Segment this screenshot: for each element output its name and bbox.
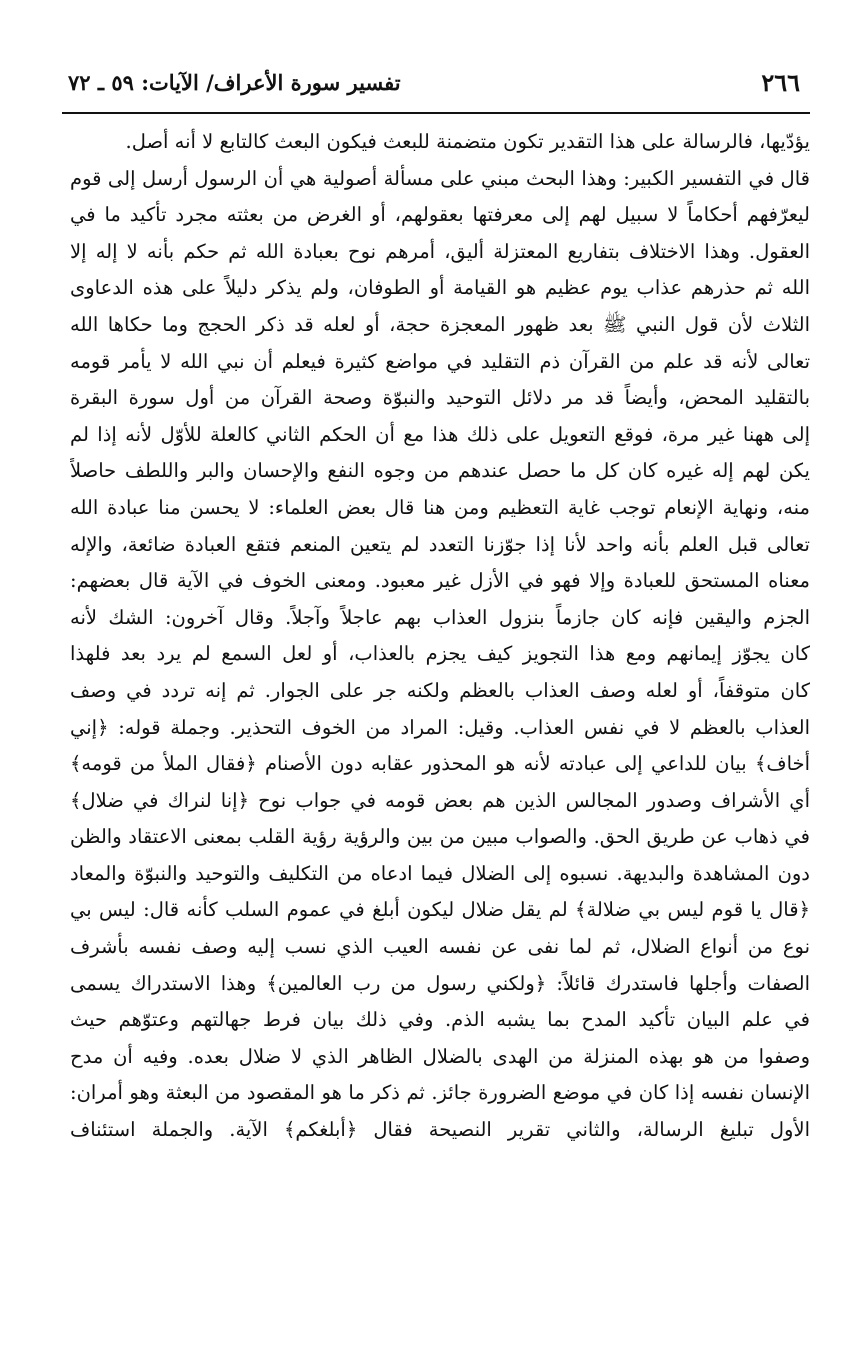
- text-line: قال في التفسير الكبير: وهذا البحث مبني على مسألة أصولية هي أن الرسول أرسل إلى قوم: [70, 166, 810, 190]
- text-line: منه، ونهاية الإنعام توجب غاية التعظيم ومن هنا قال بعض العلماء: لا يحسن منا عبادة الله: [70, 495, 810, 519]
- body-text: [70, 124, 810, 1149]
- text-line: أخاف﴾ بيان للداعي إلى عبادته لأنه هو المحذور عقابه دون الأصنام ﴿فقال الملأ من قومه﴾: [70, 752, 810, 776]
- text-line: الإنسان نفسه إذا كان في موضع الضرورة جائز. ثم ذكر ما هو المقصود من البعثة وهو أمران:: [70, 1081, 810, 1105]
- text-line: الله ثم حذرهم عذاب يوم عظيم هو القيامة أو الطوفان، ولم يذكر دليلاً على هذه الدعاوى: [70, 276, 810, 300]
- text-line: في ذهاب عن طريق الحق. والصواب مبين من بين والرؤية رؤية القلب بمعنى الاعتقاد والظن: [70, 825, 810, 849]
- text-line: كان متوقفاً، أو لعله وصف العذاب بالعظم ولكنه جر على الجوار. ثم إنه تردد في وصف: [70, 678, 810, 702]
- text-line: بالتقليد المحض، وأيضاً قد مر دلائل التوحيد والنبوّة وصحة القرآن من أول سورة البقرة: [70, 386, 810, 410]
- text-line: معناه المستحق للعبادة وإلا فهو في الأزل غير معبود. ومعنى الخوف في الآية قال بعضهم:: [70, 569, 810, 593]
- page-header: [68, 64, 800, 104]
- text-line: تعالى قبل العلم بأنه واحد لأنا إذا جوّزنا التعدد لم يتعين المنعم فتقع العبادة ضائعة، والإله: [70, 532, 810, 556]
- text-line: ﴿قال يا قوم ليس بي ضلالة﴾ لم يقل ضلال ليكون أبلغ في عموم السلب كأنه قال: ليس بي: [70, 898, 810, 922]
- text-line: نوع من أنواع الضلال، ثم لما نفى عن نفسه العيب الذي نسب إليه وصف نفسه بأشرف: [70, 935, 810, 959]
- text-line: الصفات وأجلها فاستدرك قائلاً: ﴿ولكني رسول من رب العالمين﴾ وهذا الاستدراك يسمى: [70, 971, 810, 995]
- text-line: في علم البيان تأكيد المدح بما يشبه الذم. وفي ذلك بيان فرط جهالتهم وعتوّهم حيث: [70, 1008, 810, 1032]
- text-line: العقول. وهذا الاختلاف بتفاريع المعتزلة أليق، أمرهم نوح بعبادة الله ثم حكم بأنه لا إله إلا: [70, 239, 810, 263]
- text-line: يكن لهم إله غيره كان كل ما حصل عندهم من وجوه النفع والإحسان والبر واللطف حاصلاً: [70, 459, 810, 483]
- text-line: الثلاث لأن قول النبي ﷺ بعد ظهور المعجزة حجة، أو لعله قد ذكر الحجج وما حكاها الله: [70, 312, 810, 336]
- running-title: تفسير سورة الأعراف/ الآيات: ٥٩ ـ ٧٢: [68, 70, 401, 95]
- text-line: كان يجوّز إيمانهم ومع هذا التجويز كيف يجزم بالعذاب، أو لعل السمع لم يرد بعد فلهذا: [70, 642, 810, 666]
- text-line: ليعرّفهم أحكاماً لا سبيل لهم إلى معرفتها بعقولهم، أو الغرض من بعثته مجرد تأكيد ما في: [70, 203, 810, 227]
- header-rule: [62, 112, 810, 114]
- text-line: تعالى لأنه قد علم من القرآن ذم التقليد في مواضع كثيرة فيعلم أن نبي الله لا يأمر قومه: [70, 349, 810, 373]
- text-line: يؤدّيها، فالرسالة على هذا التقدير تكون متضمنة للبعث فيكون البعث كالتابع لا أنه أصل.: [125, 130, 810, 153]
- text-line: الأول تبليغ الرسالة، والثاني تقرير النصيحة فقال ﴿أبلغكم﴾ الآية. والجملة استئناف: [70, 1118, 810, 1142]
- text-line: الجزم واليقين فإنه كان جازماً بنزول العذاب بهم عاجلاً وآجلاً. وقال آخرون: الشك لأنه: [70, 605, 810, 629]
- text-line: أي الأشراف وصدور المجالس الذين هم بعض قومه في جواب نوح ﴿إنا لنراك في ضلال﴾: [70, 788, 810, 812]
- text-line: وصفوا من هو بهذه المنزلة من الهدى بالضلال الظاهر الذي لا ضلال بعده. وفيه أن مدح: [70, 1044, 810, 1068]
- text-line: دون المشاهدة والبديهة. نسبوه إلى الضلال فيما ادعاه من التكليف والتوحيد والنبوّة والمعاد: [70, 861, 810, 885]
- text-line: إلى ههنا غير مرة، فوقع التعويل على ذلك هذا مع أن الحكم الثاني كالعلة للأوّل لأنه إذا لم: [70, 422, 810, 446]
- text-line: العذاب بالعظم لا في نفس العذاب. وقيل: المراد من الخوف التحذير. وجملة قوله: ﴿إني: [70, 715, 810, 739]
- page-number: ٢٦٦: [761, 68, 800, 97]
